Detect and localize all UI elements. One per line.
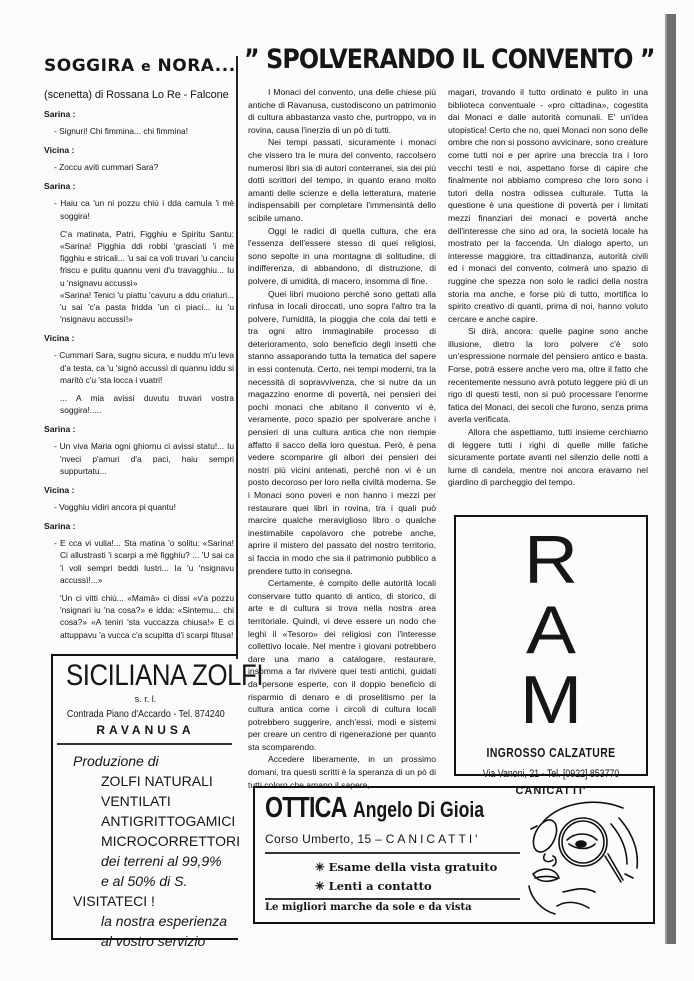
brand-ottica: OTTICA — [265, 792, 347, 824]
ad-line: MICROCORRETTORI — [101, 833, 240, 849]
speaker-label: Vicina : — [44, 333, 75, 344]
article-paragraph: Quei libri muoiono perché sono gettati alla rinfusa in locali diroccati, uno sopra l'altro tra la polvere, l'umidità, la pioggia che cola dai tetti e tra ogni altro immaginabile processo di deterioramento, solo beneficio degli insetti che stanno assaporando tutta la tematica del sapere in essi contenuta. Certo, nei tempi moderni, tra la necessità di sopravvivenza, che si nutre da un magazzino enorme di povertà, nei pensieri dei pochi monaci che abitano il convento vi è, veramente, poco spazio per spolverare anche i pensieri di una cultura antica che non riempie affatto il sacco della loro questua. Però, è pena vedere scomparire gli albori dei pensieri dei nostri più vicini antenati, perché non vi è un posto decoroso per loro nella civiltà moderna. Se i Monaci sono poveri e non hanno i mezzi per restaurare quei libri in rovina, tra i quali può marcire qualche meraviglioso libro o qualche inestimabile capolavoro che potrebe anche, aprire il mistero del passato del nostro territorio, si faccia in modo che sia il patrimonio pubblico a prendere tutto in consegna. — [248, 288, 436, 576]
dialogue-line: 'Un ci vitti chiù... «Mamà» ci dissi «v'a pozzu 'nsignari iu 'na cosa?» e idda: «Sintemu... chi cosa?» «A teniri 'sta vuccazza chiusa!» E ci attuppavu 'a vucca c'a scupitta d'i scarpi fitusa! — [60, 593, 234, 640]
ad-line: dei terreni al 99,9% — [101, 853, 222, 869]
main-article-title: ” SPOLVERANDO IL CONVENTO ” — [244, 44, 655, 75]
ad-legal-form: s. r. l. — [134, 694, 157, 704]
dialogue-line: - Signuri! Chi fimmina... chi fimmina! — [54, 126, 189, 136]
article-paragraph: Accedere liberamente, in un prossimo domani, tra questi scritti è la speranza di un pò di tutti coloro che amano il sapere, — [248, 754, 436, 790]
page-binding-edge — [667, 14, 676, 944]
asterisk-bullet-icon: ✳ — [315, 879, 325, 893]
dialogue-line: - Zoccu aviti cummari Sara? — [54, 162, 159, 173]
article-paragraph: Allora che aspettiamo, tutti insieme cerchiamo di leggere tutti i righi di quelle mille fatiche sicuramente portate avanti nel silenzio delle notti a lume di candela, mentre noi ancora eravamo nel giardino di parcheggio del tempo. — [448, 427, 648, 488]
address-street: Corso Umberto, 15 – — [265, 832, 383, 846]
ad-feature — [315, 879, 432, 893]
ad-city: CANICATTI' — [515, 785, 587, 797]
dialogue-line: - Un viva Maria ogni ghiornu ci avissi statu!... Iu 'nveci p'amuri d'a paci, haiu sempri suppurtatu... — [54, 441, 234, 476]
dialogue-line: C'a matinata, Patri, Figghiu e Spiritu Santu: «Sarina! Pigghia ddi robbi 'grasciati 'i mè figghiu e stricali... 'u sai ca voli truvari 'u canciu friscu e pulitu quannu veni d'u travagghiu... Iu u 'nsignavu accussì» — [60, 228, 234, 288]
ad-footer: Le migliori marche da sole e da vista — [265, 902, 472, 913]
main-article-column-2 — [448, 86, 648, 489]
dialogue-line: - Cummari Sara, sugnu sicura, e nuddu m'u leva d'a testa, ca 'u 'signò accussì di quannu iddu si maritò c'u 'sta locca i vuatri! — [54, 350, 234, 385]
speaker-label: Sarina : — [44, 181, 76, 192]
dialogue-line: - Haiu ca 'un ni pozzu chiù i dda camula 'i mè soggira! — [54, 198, 234, 221]
article-paragraph: Oggi le radici di quella cultura, che era l'essenza dell'essere stesso di quei religiosi, sono sepolte in una montagna di solitudine, di indifferenza, di abbandono, di distruzione, di polvere, di umidità, di macero, insomma di fine. — [248, 225, 436, 286]
ad-line: Produzione di — [73, 753, 159, 769]
byline: (scenetta) di Rossana Lo Re - Falcone — [44, 89, 229, 101]
speaker-label: Vicina : — [44, 145, 75, 156]
main-article-column-1 — [248, 86, 436, 791]
ram-letter-a: A — [526, 592, 576, 668]
article-paragraph: magari, trovando il tutto ordinato e pulito in una biblioteca conventuale - «pro cittadina», cogestita dai Monaci e dalle autorità comunali. E' un'idea utopistica! Certo che no, quei Monaci non sono delle ombre che non si possono avvicinare, sono creature come tutti noi e per aprire una breccia tra i loro vecchi testi e noi, aspettano forse di capire che finalmente noi abbiamo compreso che loro sono i tutori della nostra odissea culturale. Tutta la questione è una questione di povertà per i limitati mezzi finanziari dei monaci e povertà anche dell'interesse che sino ad ora, la società locale ha mostrato per la faccenda. Un dialogo aperto, un interesse maggiore, tra cittadinanza, autorità civili ed i monaci del convento, colmerà uno spazio di ruggine che spezza non solo le radici della nostra storia ma anche, e forse più di tutto, mortifica lo spirito creativo di quanti, prima di noi, hanno voluto cercare e anche capire. — [448, 87, 648, 324]
title-part-3: NORA... — [157, 56, 236, 76]
scenetta-title — [44, 56, 234, 76]
ad-brand-name — [265, 792, 517, 825]
article-paragraph: Si dirà, ancora: quelle pagine sono anche illusione, dietro la loro polvere c'è solo un'espressione normale del pensiero antico e basta. Forse, potrà essere anche vero ma, oltre il fatto che recentemente nessuno avrà potuto leggere più di un rigo di questi testi, non si può processare l'enorme fatica dei Monaci, dei secoli che furono, senza prima averla verificata. — [448, 326, 648, 425]
face-with-monocle-illustration — [523, 794, 643, 918]
ram-letter-m: M — [519, 662, 583, 738]
ad-address — [265, 832, 480, 846]
ad-feature — [315, 860, 497, 874]
ad-divider — [265, 898, 520, 900]
ad-line: e al 50% di S. — [101, 873, 188, 889]
title-part-2: e — [141, 59, 152, 75]
article-paragraph: Certamente, è compito delle autorità locali conservare tutto quanto di antico, di storico, di arte e di cultura si trova nella nostra area territoriale. Quindi, vi deve essere un nodo che leghi il «Tesoro» dei religiosi con l'interesse collettivo locale. Nel mentre i giovani potrebbero dare una mano a catalogare, restaurare, insomma a far rivivere quei testi antichi, guidati da persone esperte, con il doppio beneficio di risparmio di denaro e di proselitismo per la cultura antica come i circoli di cultura locali potrebbero suggerire, anch'essi, modi e sistemi per creare un centro di rigenerazione per quanto sta scomparendo. — [248, 578, 436, 752]
brand-owner: Angelo Di Gioia — [353, 797, 485, 822]
dialogue-line: - Vogghiu vidiri ancora pi quantu! — [54, 502, 176, 513]
article-paragraph: I Monaci del convento, una delle chiese più antiche di Ravanusa, custodiscono un patrimonio di cultura abbastanza vasto che, purtroppo, va in rovina, causa l'inerzia di un pò di tutti. — [248, 87, 436, 135]
speaker-label: Sarina : — [44, 521, 76, 532]
ram-calzature-ad — [454, 515, 648, 797]
feature-text: Lenti a contatto — [328, 879, 432, 893]
article-paragraph: Nei tempi passati, sicuramente i monaci che vissero tra le mura del convento, raccolsero numerosi libri sia di autori conterranei, sia dei più dotti scrittori del tempo, in quanto erano molto amanti delle scienze e della letteratura, materie indispensabili per completare l'immensintà dello scibile umano. — [248, 137, 436, 223]
ad-subtitle: INGROSSO CALZATURE — [486, 745, 616, 760]
dialogue-line: ... A mia avissi duvutu truvari vostra soggira!..... — [60, 393, 234, 416]
ad-line: al vostro servizio — [101, 933, 206, 949]
ad-company-name: SICILIANA ZOLFI — [65, 659, 264, 692]
ad-line: ANTIGRITTOGAMICI — [101, 813, 236, 829]
scenetta-article — [44, 56, 234, 641]
dialogue-line: - E cca vi vulia!... Sta matina 'o solitu: «Sarina! Ci allustrasti 'i scarpi a mè figghiu? ... 'U sai ca 'i voli sempri beddi lustri... Ia 'u 'nsignavu accussì!...» — [54, 538, 234, 585]
ad-line: la nostra esperienza — [101, 913, 228, 929]
ottica-ad — [253, 786, 655, 924]
ad-line: ZOLFI NATURALI — [101, 773, 213, 789]
column-divider — [236, 56, 238, 659]
speaker-label: Sarina : — [44, 424, 76, 435]
asterisk-bullet-icon: ✳ — [315, 860, 325, 874]
ad-divider — [265, 852, 520, 854]
feature-text: Esame della vista gratuito — [328, 860, 498, 874]
ad-line: VISITATECI ! — [73, 893, 155, 909]
address-city: CANICATTI' — [385, 832, 481, 846]
ram-letter-r: R — [523, 522, 579, 598]
ad-address: Contrada Piano d'Accardo - Tel. 874240 — [66, 708, 225, 720]
ad-divider — [57, 743, 232, 745]
ad-city: RAVANUSA — [96, 723, 195, 737]
ad-address: Via Vanoni, 21 - Tel. [0922] 853770 — [482, 768, 620, 780]
ad-line: VENTILATI — [101, 793, 171, 809]
siciliana-zolfi-ad — [51, 654, 264, 949]
speaker-label: Sarina : — [44, 109, 76, 119]
dialogue-line: «Sarina! Tenici 'u piattu 'cavuru a ddu criaturi... 'u sai 'c'a pasta fridda 'un ci piaci... iu 'u 'nsignavu accussì!» — [60, 289, 234, 325]
speaker-label: Vicina : — [44, 485, 75, 496]
title-part-1: SOGGIRA — [44, 56, 135, 76]
